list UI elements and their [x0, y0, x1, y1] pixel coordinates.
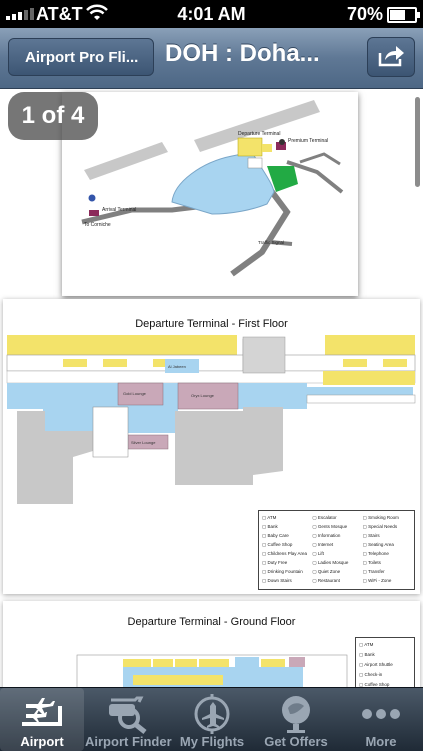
battery-icon	[387, 7, 417, 23]
label-traffic-signal: Traffic Signal	[258, 240, 285, 245]
first-floor-title: Departure Terminal - First Floor	[135, 318, 288, 330]
label-departure-terminal: Departure Terminal	[238, 131, 281, 137]
label-arrival-terminal: Arrival Terminal	[102, 207, 137, 213]
navigation-bar	[0, 28, 423, 89]
page-airport-overview	[62, 92, 358, 296]
page-title: DOH : Doha...	[165, 40, 320, 67]
tab-more-label: More	[365, 734, 397, 749]
legend-item: ▢ Telephone	[362, 551, 389, 556]
legend-item: ▢ WiFi - Zone	[362, 578, 392, 583]
airport-icon	[20, 692, 64, 732]
page-first-floor	[3, 299, 420, 594]
battery-percentage: 70%	[346, 4, 383, 24]
scrollbar[interactable]	[415, 97, 420, 187]
legend-item: ▢ Restaurant	[312, 578, 340, 583]
document-viewer[interactable]	[0, 89, 423, 687]
page-ground-floor	[3, 601, 420, 687]
legend-item: ▢ Gents Mosque	[312, 524, 348, 529]
tab-airport-finder-label: Airport Finder	[85, 734, 172, 749]
ground-floor-title: Departure Terminal - Ground Floor	[127, 616, 296, 628]
lounge-gold: Gold Lounge	[123, 391, 146, 396]
legend-item: ▢ Stairs	[362, 533, 380, 538]
legend-item: ▢ Information	[312, 533, 341, 538]
tab-bar	[0, 687, 423, 751]
share-icon	[377, 45, 405, 67]
legend-item: ▢ Escalator	[312, 515, 337, 520]
legend-item: ▢ Duty Free	[262, 560, 288, 565]
first-floor-legend	[258, 510, 415, 590]
lounge-silver: Silver Lounge	[131, 440, 156, 445]
legend-item: ▢ Bank	[359, 652, 375, 657]
legend-item: ▢ Bank	[262, 524, 278, 529]
legend-item: ▢ Internet	[312, 542, 334, 547]
legend-item: ▢ Lift	[312, 551, 324, 556]
legend-item: ▢ Transfer	[362, 569, 385, 574]
tab-get-offers[interactable]	[254, 688, 338, 751]
my-flights-icon	[190, 692, 234, 734]
legend-item: ▢ ATM	[359, 642, 374, 647]
legend-item: ▢ Down Stairs	[262, 578, 292, 583]
airport-finder-icon	[105, 692, 151, 734]
status-bar	[0, 0, 423, 28]
airport-overview-map	[62, 92, 358, 296]
legend-item: ▢ Drinking Fountain	[262, 569, 303, 574]
legend-item: ▢ Smoking Room	[362, 515, 399, 520]
tab-get-offers-label: Get Offers	[264, 734, 328, 749]
tab-airport-finder[interactable]	[85, 688, 172, 751]
carrier-label: AT&T	[36, 4, 83, 24]
legend-item: ▢ Baby Care	[262, 533, 289, 538]
lounge-oryx: Oryx Lounge	[191, 393, 214, 398]
legend-item: ▢ Coffee Shop	[359, 682, 390, 687]
legend-item: ▢ Childrens Play Area	[262, 551, 308, 556]
legend-item: ▢ Coffee Shop	[262, 542, 293, 547]
legend-item: ▢ Seating Area	[362, 542, 394, 547]
clock: 4:01 AM	[177, 4, 246, 24]
more-icon	[359, 692, 403, 734]
get-offers-icon	[274, 692, 318, 734]
ground-floor-legend	[355, 637, 415, 687]
share-button[interactable]	[367, 37, 415, 77]
legend-item: ▢ Quiet Zone	[312, 569, 341, 574]
back-button[interactable]	[8, 38, 154, 76]
label-premium-terminal: Premium Terminal	[288, 138, 329, 144]
legend-item: ▢ Airport Shuttle	[359, 662, 393, 667]
tab-more[interactable]	[339, 688, 423, 751]
legend-item: ▢ Ladies Mosque	[312, 560, 349, 565]
tab-my-flights[interactable]	[170, 688, 254, 751]
back-button-label: Airport Pro Fli...	[25, 49, 139, 66]
label-to-corniche: To Corniche	[84, 222, 111, 228]
page-indicator: 1 of 4	[8, 92, 98, 140]
legend-item: ▢ Toilets	[362, 560, 381, 565]
tab-airport-label: Airport	[20, 734, 64, 749]
tab-my-flights-label: My Flights	[179, 734, 245, 749]
legend-item: ▢ Special Needs	[362, 524, 398, 529]
tab-airport[interactable]	[0, 688, 84, 751]
legend-item: ▢ ATM	[262, 515, 277, 520]
lounge-al-jabeen: Al Jabeen	[168, 364, 186, 369]
legend-item: ▢ Check-in	[359, 672, 383, 677]
